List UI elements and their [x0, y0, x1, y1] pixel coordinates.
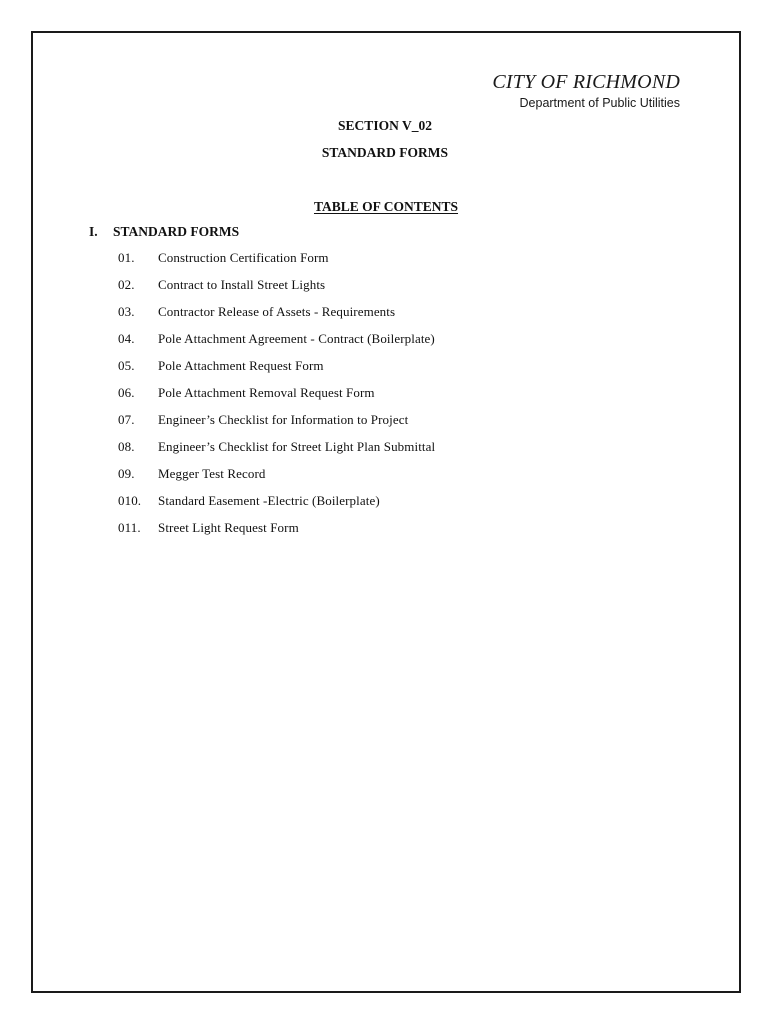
- toc-item: [118, 331, 435, 358]
- toc-item: [118, 466, 435, 493]
- toc-item: [118, 439, 435, 466]
- section-id: SECTION V_02: [338, 118, 432, 133]
- toc-list: [118, 250, 435, 547]
- organization-name: CITY OF RICHMOND: [492, 71, 680, 93]
- letterhead: [492, 70, 680, 111]
- part-title: STANDARD FORMS: [113, 224, 240, 239]
- toc-item-title: Engineer’s Checklist for Information to Project: [158, 412, 409, 427]
- toc-item-number: 04.: [118, 331, 135, 346]
- toc-item-title: Construction Certification Form: [158, 250, 329, 265]
- toc-item-title: Contractor Release of Assets - Requirements: [158, 304, 396, 319]
- toc-item-number: 011.: [118, 520, 141, 535]
- toc-item: [118, 385, 435, 412]
- toc-item-number: 03.: [118, 304, 135, 319]
- toc-item: [118, 277, 435, 304]
- toc-item: [118, 358, 435, 385]
- toc-item-title: Pole Attachment Removal Request Form: [158, 385, 375, 400]
- toc-item: [118, 520, 435, 547]
- toc-item-number: 09.: [118, 466, 135, 481]
- toc-item-number: 05.: [118, 358, 135, 373]
- toc-item-title: Street Light Request Form: [158, 520, 299, 535]
- part-heading: [89, 224, 239, 240]
- toc-item-title: Engineer’s Checklist for Street Light Plan Submittal: [158, 439, 436, 454]
- toc-item-number: 07.: [118, 412, 135, 427]
- toc-item: [118, 412, 435, 439]
- department-name: Department of Public Utilities: [519, 96, 680, 110]
- toc-item-number: 06.: [118, 385, 135, 400]
- toc-item: [118, 304, 435, 331]
- toc-item: [118, 250, 435, 277]
- toc-item-title: Pole Attachment Request Form: [158, 358, 324, 373]
- toc-item-number: 02.: [118, 277, 135, 292]
- toc-item-title: Standard Easement -Electric (Boilerplate): [158, 493, 380, 508]
- toc-item: [118, 493, 435, 520]
- toc-item-title: Megger Test Record: [158, 466, 266, 481]
- toc-heading: TABLE OF CONTENTS: [313, 199, 459, 214]
- toc-item-title: Contract to Install Street Lights: [158, 277, 326, 292]
- section-title: STANDARD FORMS: [321, 145, 449, 160]
- part-number: I.: [89, 224, 98, 239]
- toc-item-number: 08.: [118, 439, 135, 454]
- toc-item-title: Pole Attachment Agreement - Contract (Boilerplate): [158, 331, 435, 346]
- toc-item-number: 01.: [118, 250, 135, 265]
- toc-item-number: 010.: [118, 493, 142, 508]
